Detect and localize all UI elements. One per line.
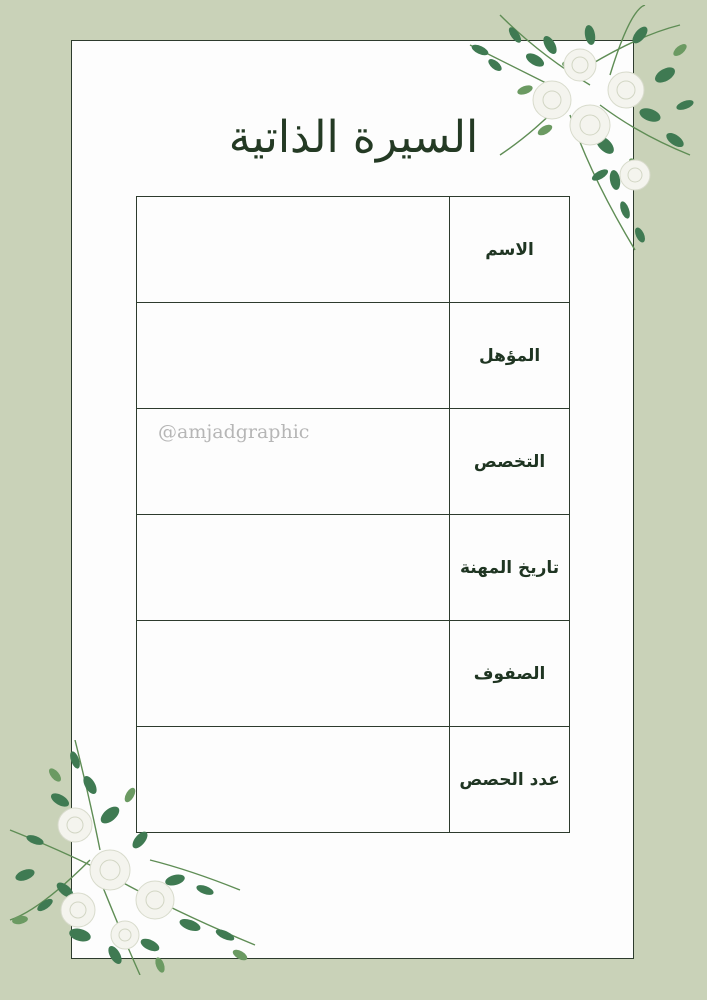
table-row (137, 621, 570, 727)
table-row (137, 409, 570, 515)
qualification-value-cell[interactable] (137, 303, 450, 409)
table-row (137, 515, 570, 621)
name-label: الاسم (450, 197, 570, 303)
watermark-text: @amjadgraphic (158, 421, 310, 443)
name-value-cell[interactable] (137, 197, 450, 303)
specialization-value-cell[interactable] (137, 409, 450, 515)
career-history-label: تاريخ المهنة (450, 515, 570, 621)
floral-corner-bottom-left-icon (0, 740, 265, 975)
grades-label: الصفوف (450, 621, 570, 727)
lessons-count-label: عدد الحصص (450, 727, 570, 833)
career-history-value-cell[interactable] (137, 515, 450, 621)
page-title: السيرة الذاتية (228, 112, 479, 163)
specialization-label: التخصص (450, 409, 570, 515)
grades-value-cell[interactable] (137, 621, 450, 727)
qualification-label: المؤهل (450, 303, 570, 409)
floral-corner-top-right-icon (440, 5, 705, 260)
table-row (137, 303, 570, 409)
cv-table (136, 196, 570, 833)
